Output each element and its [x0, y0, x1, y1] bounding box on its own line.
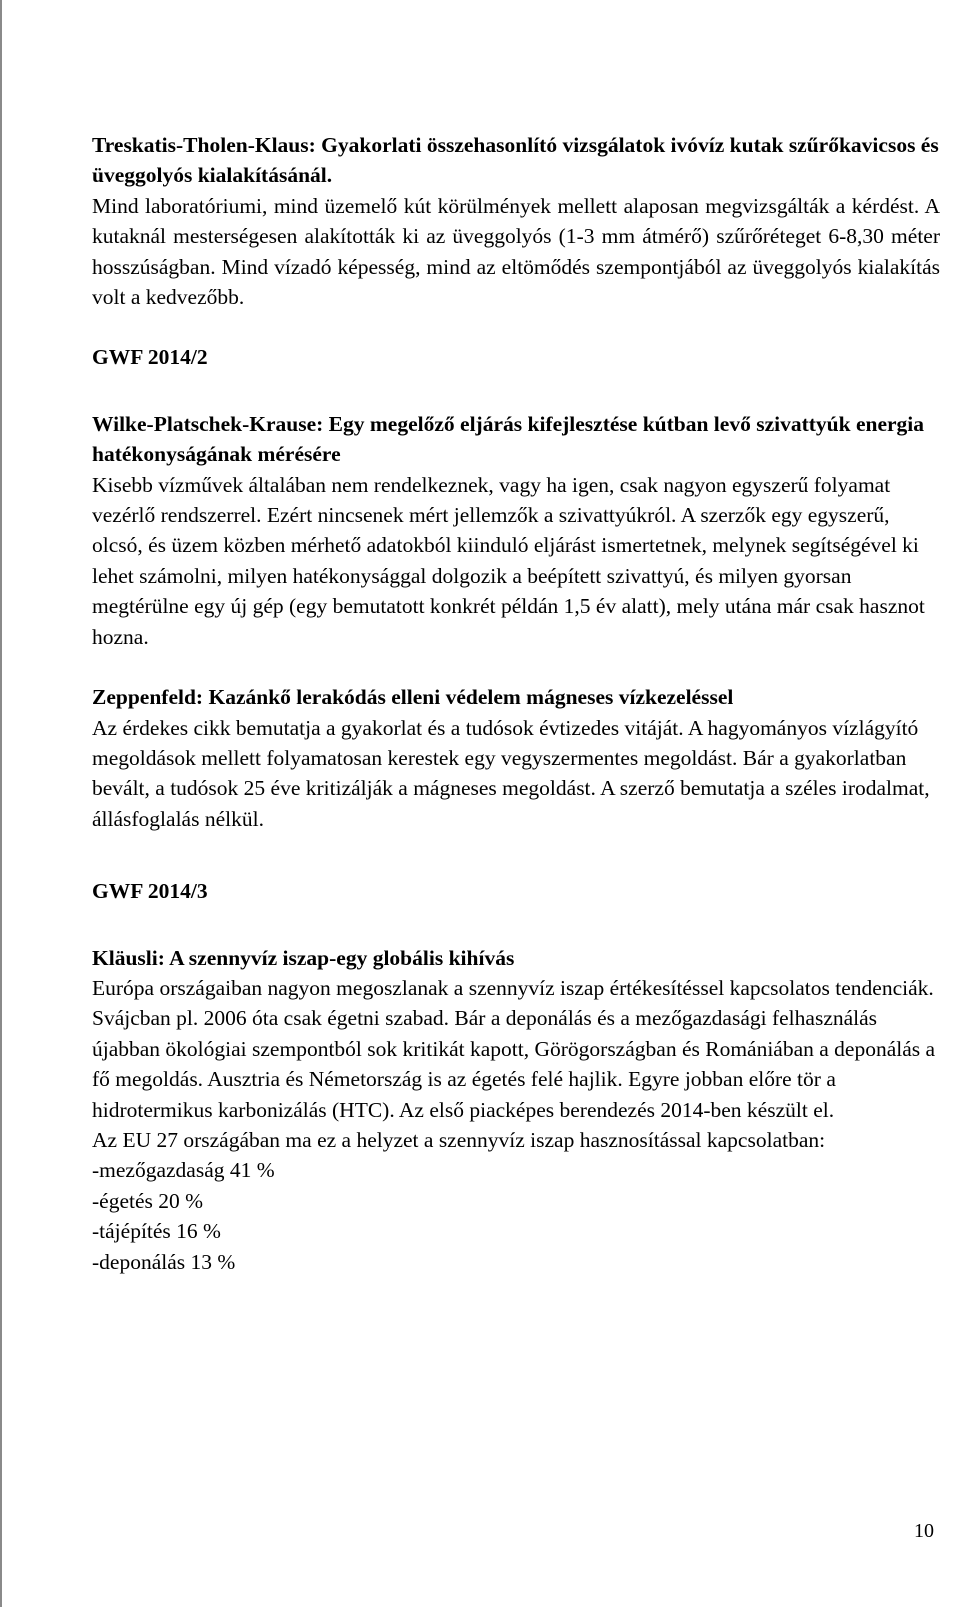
list-item: -deponálás 13 % — [92, 1249, 236, 1274]
list-item: -tájépítés 16 % — [92, 1219, 221, 1244]
article-body-wilke: Kisebb vízművek általában nem rendelkeznek, vagy ha igen, csak nagyon egyszerű folyamat vezérlő rendszerrel. Ezért nincsenek mért jellemzők a szivattyúkról. A szerzők egy egyszerű, olcsó, és üzem közben mérhető adatokból kiinduló eljárást ismertetnek, melynek segítségével ki lehet számolni, milyen hatékonysággal dolgozik a beépített szivattyú, és milyen gyorsan megtérülne egy új gép (egy bemutatott konkrét példán 1,5 év alatt), mely utána már csak hasznot hozna. — [92, 472, 925, 649]
issue-heading-2014-3: GWF 2014/3 — [92, 879, 208, 904]
article-title-wilke: Wilke-Platschek-Krause: Egy megelőző eljárás kifejlesztése kútban levő szivattyúk energia hatékonyságának mérésére — [92, 411, 925, 467]
sludge-usage-list — [92, 1155, 940, 1277]
article-intro-eu27: Az EU 27 országában ma ez a helyzet a szennyvíz iszap hasznosítással kapcsolatban: — [92, 1127, 826, 1152]
article-body-treskatis: Mind laboratóriumi, mind üzemelő kút körülmények mellett alaposan megvizsgálták a kérdést. A kutaknál mesterségesen alakították ki az üveggolyós (1-3 mm átmérő) szűrőréteget 6-8,30 méter hosszúságban. Mind vízadó képesség, mind az eltömődés szempontjából az üveggolyós kialakítás volt a kedvezőbb. — [92, 193, 940, 310]
article-body-klausli: Európa országaiban nagyon megoszlanak a szennyvíz iszap értékesítéssel kapcsolatos tendenciák. Svájcban pl. 2006 óta csak égetni szabad. Bár a deponálás és a mezőgazdasági felhasználás újabban ökológiai szempontból sok kritikát kapott, Görögországban és Romániában a deponálás a fő megoldás. Ausztria és Németország is az égetés felé hajlik. Egyre jobban előre tör a hidrotermikus karbonizálás (HTC). Az első piacképes berendezés 2014-ben készült el. — [92, 975, 936, 1122]
page-number: 10 — [914, 1520, 934, 1542]
article-title-klausli: Kläusli: A szennyvíz iszap-egy globális kihívás — [92, 945, 515, 970]
article-title-treskatis: Treskatis-Tholen-Klaus: Gyakorlati összehasonlító vizsgálatok ivóvíz kutak szűrőkavicsos és üveggolyós kialakításánál. — [92, 133, 939, 188]
article-body-zeppenfeld: Az érdekes cikk bemutatja a gyakorlat és a tudósok évtizedes vitáját. A hagyományos vízlágyító megoldások mellett folyamatosan kerestek egy vegyszermentes megoldást. Bár a gyakorlatban bevált, a tudósok 25 éve kritizálják a mágneses megoldást. A szerző bemutatja a széles irodalmat, állásfoglalás nélkül. — [92, 715, 930, 831]
list-item: -égetés 20 % — [92, 1188, 204, 1213]
article-title-zeppenfeld: Zeppenfeld: Kazánkő lerakódás elleni védelem mágneses vízkezeléssel — [92, 685, 734, 710]
list-item: -mezőgazdaság 41 % — [92, 1158, 275, 1183]
page-content — [92, 130, 940, 1277]
issue-heading-2014-2: GWF 2014/2 — [92, 345, 208, 370]
